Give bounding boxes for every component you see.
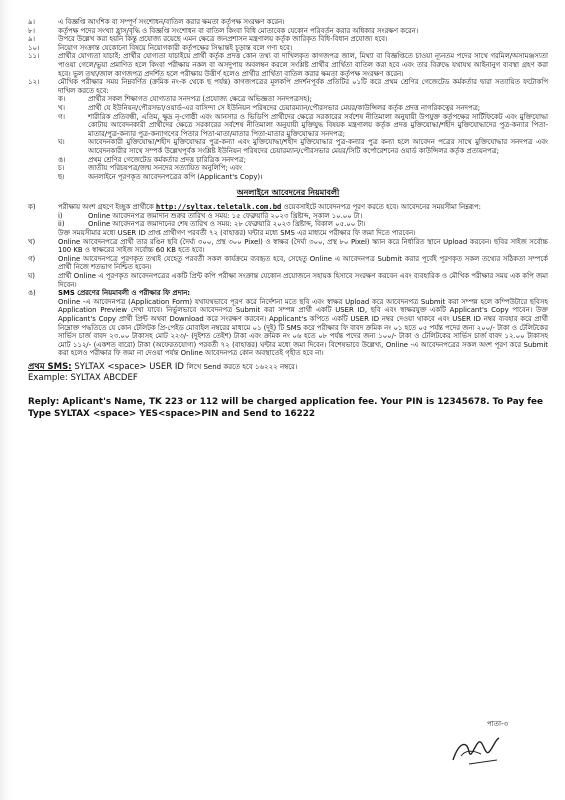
sublist-item	[58, 104, 548, 113]
rule-number: খ)	[28, 237, 36, 246]
section-heading: অনলাইনে আবেদনের নিয়মাবলী	[236, 188, 340, 198]
rule-e-body	[28, 298, 548, 358]
list-item	[28, 52, 548, 78]
sms-rules-title: SMS প্রেরণের নিয়মাবলী ও পরীক্ষার ফি প্রদান:	[58, 289, 191, 298]
item-text: কর্তৃপক্ষ পদের সংখ্যা হ্রাস/বৃদ্ধি ও বিজ্ঞপ্তি সংশোধন বা বাতিল কিংবা বিধি মোতাবেক যেকোন পরিবর্তন করার অধিকার সংরক্ষণ করেন।	[58, 26, 419, 35]
rule-a	[28, 203, 548, 212]
rule-text	[58, 203, 548, 212]
sub-text: Online আবেদনপত্র জমাদানের শেষ তারিখ ও সময়: ২৮ ফেব্রুয়ারি ২০২৩ খ্রিষ্টাব্দ, বিকাল ০৫.০০ টা।	[88, 220, 366, 229]
list-item	[28, 35, 548, 44]
sublist-item	[58, 156, 548, 165]
item-text: উপরে উল্লেখ করা হয়নি কিন্তু প্রযোজ্য রয়েছে এমন ক্ষেত্রে জনপ্রশাসন মন্ত্রণালয় কর্তৃক জারিকৃত বিধি-বিধান প্রযোজ্য হবে।	[58, 35, 388, 44]
sublist-item	[58, 138, 548, 155]
rule-text: প্রার্থী Online এ পূরণকৃত আবেদনপত্রের একটি প্রিন্ট কপি পরীক্ষা সংক্রান্ত যেকোন প্রয়োজনে সহায়ক হিসাবে সংরক্ষণ করবেন এবং ব্যবহারিক ও মৌখিক পরীক্ষার সময় এক কপি জমা দিবেন।	[58, 272, 548, 289]
sms-format: SYLTAX <space> USER ID	[74, 361, 184, 372]
sub-text: প্রার্থীর সকল শিক্ষাগত যোগ্যতার সনদপত্র (প্রযোজ্য ক্ষেত্রে অভিজ্ঞতা সনদপত্রসহ);	[88, 95, 312, 104]
sub-text: অনলাইনে পূরণকৃত আবেদনপত্রের কপি (Applicant's Copy)।	[88, 172, 263, 181]
rule-e-title	[58, 289, 548, 298]
item-number: ৯।	[28, 35, 35, 44]
top-list	[28, 18, 548, 95]
sublist-item	[58, 164, 548, 173]
sms-rules-text: Online -এ আবেদনপত্র (Application Form) যথাযথভাবে পূরণ করে নির্দেশনা মতে ছবি এবং স্বাক্ষর Upload করে আবেদনপত্র Submit করা সম্পন্ন হলে কম্পিউটারে ছবিসহ Application Preview দেখা যাবে। নির্ভুলভাবে আবেদনপত্র Submit করা সম্পন্ন প্রার্থী একটি USER ID, ছবি এবং স্বাক্ষরযুক্ত একটি Applicant's Copy পাবেন। উক্ত Applicant's Copy প্রার্থী প্রিন্ট অথবা Download করে সংরক্ষণ করবেন। Applicant's কপিতে একটি USER ID নম্বর দেওয়া থাকবে এবং USER ID নম্বর ব্যবহার করে প্রার্থী নিম্নোক্ত পদ্ধতিতে যে কোন টেলিটক প্রি-পেইড মোবাইল নম্বরের মাধ্যমে ০১ (দুই) টি SMS করে পরীক্ষার ফি বাবদ ক্রমিক নং ০১ হতে ০৫ পর্যন্ত পদের জন্য ২০০/- টাকা ও টেলিটকের সার্ভিস চার্জ বাবদ ২৩.০০ টাকাসহ মোট ২২৩/- (দুইশত তেইশ) টাকা এবং ক্রমিক নং ০৬ হতে ০৮ পর্যন্ত পদের জন্য ১০০/- টাকা ও টেলিটকের সার্ভিস চার্জ বাবদ ১২.০০ টাকাসহ মোট ১১২/- (একশত বারো) টাকা (অফেরতযোগ্য) পরবর্তী ৭২ (বাহাত্তর) ঘন্টার মধ্যে জমা দিবেন। বিশেষভাবে উল্লেখ্য, Online -এ আবেদনপত্রের সকল অংশ পূরণ করে Submit করা হলেও পরীক্ষার ফি জমা না দেওয়া পর্যন্ত Online আবেদনপত্র কোন অবস্থাতেই গৃহীত হবে না।	[58, 297, 548, 358]
rule-number: ঘ)	[28, 272, 35, 281]
item-text: নিয়োগ সংক্রান্ত যেকোনো বিষয়ে নিয়োগকারী কর্তৃপক্ষের সিদ্ধান্তই চূড়ান্ত বলে গণ্য হবে।	[58, 43, 293, 52]
sub-text: শারীরিক প্রতিবন্ধী, এতিম, ক্ষুদ্র নৃ-গোষ্ঠী এবং আনসার ও ভিডিপি প্রার্থীদের ক্ষেত্রে সরকারের সর্বশেষ নীতিমালা অনুযায়ী উপযুক্ত কর্তৃপক্ষের সার্টিফিকেট এবং মুক্তিযোদ্ধা কোটায় আবেদনকারী প্রার্থীদের ক্ষেত্রে সরকারের সর্বশেষ নীতিমালা অনুযায়ী মুক্তিযুদ্ধ বিষয়ক মন্ত্রণালয় কর্তৃক প্রদত্ত মুক্তিযোদ্ধা/শহীদ মুক্তিযোদ্ধাদের পুত্র-কন্যার পিতা-মাতার/পুত্র-কন্যার পুত্র-কন্যাগণের পিতার পিতা-মাতা/মাতার পিতা-মাতার মুক্তিযোদ্ধার সনদপত্র;	[88, 112, 548, 138]
rule-a-text-1: পরীক্ষায় অংশ গ্রহণে ইচ্ছুক প্রার্থীকে	[58, 203, 154, 212]
document-sublist	[28, 95, 548, 181]
deadline-end	[58, 220, 548, 229]
note-text: উক্ত সময়সীমার মধ্যে USER ID প্রাপ্ত প্রার্থীগণ পরবর্তী ৭২ (বাহাত্তর) ঘন্টার মধ্যে SMS এর মাধ্যমে পরীক্ষার ফি জমা দিতে পারবেন।	[58, 229, 416, 238]
sub-text: Online আবেদনপত্র জমাদান শুরুর তারিখ ও সময়: ১৫ ফেব্রুয়ারি ২০২৩ খ্রিষ্টাব্দ, সকাল ১০.০০ টা।	[88, 211, 363, 220]
sub-number: ছ।	[58, 172, 65, 181]
rule-e	[28, 289, 548, 298]
rule-text: Online আবেদনপত্রে পূরণকৃত তথ্যই যেহেতু পরবর্তী সকল কার্যক্রমে ব্যবহৃত হবে, সেহেতু Online এ আবেদনপত্র Submit করার পূর্বেই পূরণকৃত সকল তথ্যের সঠিকতা সম্পর্কে প্রার্থী নিজে শতভাগ নিশ্চিত হবেন।	[58, 254, 548, 272]
online-rules	[28, 203, 548, 358]
first-sms-instruction	[28, 362, 548, 373]
rule-c	[28, 255, 548, 272]
list-item	[28, 18, 548, 27]
sublist-item	[58, 113, 548, 139]
sub-number: খ।	[58, 103, 65, 112]
item-text: প্রার্থীর যোগ্যতা যাচাই: প্রার্থীর যোগ্যতা যাচাইয়ে প্রার্থী কর্তৃক প্রদত্ত কোন তথ্য বা দাখিলকৃত কাগজপত্র জাল, মিথ্যা বা বিজ্ঞপ্তিতে চাওয়া ন্যূনতম পদের সাথে গরমিল/অসামঞ্জস্যতা পাওয়া গেলে/ভুয়া প্রমাণিত হলে কিংবা পরীক্ষায় নকল বা অসদুপায় অবলম্বন করলে সংশ্লিষ্ট প্রার্থীর প্রার্থিতা বাতিল করা হবে এবং তার বিরুদ্ধে যথাযথ আইনানুগ ব্যবস্থা গ্রহণ করা হবে। ভুল তথ্য/জাল কাগজপত্র প্রদর্শিত হলে পরীক্ষায় উত্তীর্ণ হলেও প্রার্থীর প্রার্থিতা বাতিল করার ক্ষমতা কর্তৃপক্ষ সংরক্ষণ করেন।	[58, 52, 548, 78]
sub-text: জাতীয় পরিচয়পত্র/জন্ম সনদের সত্যায়িত অনুলিপি; এবং	[88, 164, 242, 173]
item-number: ৯।	[28, 18, 35, 26]
item-number: ৮।	[28, 26, 35, 35]
rule-number: গ)	[28, 254, 36, 263]
sub-number: চ।	[58, 164, 65, 173]
sms-send-note: লিখে Send করতে হবে ১৬২২২ নম্বরে।	[186, 362, 298, 371]
rule-a-text-2: ওয়েবসাইটে আবেদনপত্র পূরণ করতে হবে। আবেদনের সময়সীমা নিম্নরূপ:	[283, 203, 481, 212]
sub-number: ক।	[58, 95, 66, 104]
rule-d	[28, 272, 548, 289]
sub-number: ঙ।	[58, 155, 66, 164]
document-content	[28, 18, 548, 420]
sub-number: গ।	[58, 112, 65, 121]
page-number: পাতা-৩	[487, 720, 509, 728]
fee-deadline-note	[28, 229, 548, 238]
item-number: ১০।	[28, 43, 40, 52]
sms-reply-text: Reply: Aplicant's Name, TK 223 or 112 will be charged application fee. Your PIN is 12345678. To Pay fee Type SYLTAX <space> YES<space>PIN and Send to 16222	[28, 396, 543, 419]
item-number: ১২।	[28, 78, 40, 87]
signature-image	[445, 730, 505, 770]
rule-number: ক)	[28, 203, 36, 212]
sub-text: প্রথম শ্রেণির গেজেটেড কর্মকর্তার প্রদত্ত চারিত্রিক সনদপত্র;	[88, 155, 246, 164]
item-text: মৌখিক পরীক্ষার সময় নিম্নবর্ণিত (ক্রমিক নং-ক থেকে ছ পর্যন্ত) কাগজপত্রের মূলকপি প্রদর্শনপূর্বক প্রতিটির ০১টি করে প্রথম শ্রেণির গেজেটেড কর্মকর্তার দ্বারা সত্যায়িত ফটোকপি দাখিল করতে হবে:	[58, 78, 548, 95]
sublist-item	[58, 95, 548, 104]
list-item	[28, 78, 548, 95]
rule-b	[28, 238, 548, 255]
application-website-link[interactable]: http://syltax.teletalk.com.bd	[155, 202, 282, 212]
first-sms-label: প্রথম SMS:	[28, 361, 72, 372]
rule-text: Online আবেদনপত্রে প্রার্থী তার রঙিন ছবি (দৈর্ঘ্য ৩০০, প্রস্থ ৩০০ Pixel) ও স্বাক্ষর (দৈর্ঘ্য ৩০০, প্রস্থ ৮০ Pixel) স্ক্যান করে নির্ধারিত স্থানে Upload করবেন। ছবির সাইজ সর্বোচ্চ 100 KB ও স্বাক্ষরের সাইজ সর্বোচ্চ 60 KB হতে হবে।	[58, 237, 548, 255]
rule-number: ঙ)	[28, 289, 36, 298]
sub-text: প্রার্থী যে ইউনিয়ন/পৌরসভা/ওয়ার্ড-এর বাসিন্দা সে ইউনিয়ন পরিষদের চেয়ারম্যান/পৌরসভার মেয়র/কাউন্সিলর কর্তৃক প্রদত্ত নাগরিকত্বের সনদপত্র;	[88, 103, 481, 112]
sublist-item	[58, 173, 548, 182]
item-text: এ বিজ্ঞপ্তি আংশিক বা সম্পূর্ণ সংশোধন/বাতিল করার ক্ষমতা কর্তৃপক্ষ সংরক্ষণ করেন।	[58, 18, 285, 26]
sub-number: i)	[58, 211, 63, 220]
list-item	[28, 27, 548, 36]
sms-example: Example: SYLTAX ABCDEF	[28, 372, 138, 383]
item-number: ১১।	[28, 52, 40, 61]
sub-text: আবেদনকারী মুক্তিযোদ্ধা/শহীদ মুক্তিযোদ্ধার পুত্র-কন্যা এবং মুক্তিযোদ্ধা/শহীদ মুক্তিযোদ্ধার পুত্র-কন্যার পুত্র কন্যা হলে আবেদন পত্রের সাথে মুক্তিযোদ্ধার সনদপত্র এবং আবেদনকারীর সাথে সম্পর্ক উল্লেখপূর্বক সংশ্লিষ্ট ইউনিয়ন পরিষদের চেয়ারম্যান/পৌরসভার মেয়র/সিটি কর্পোরেশনের ওয়ার্ড কাউন্সিলর কর্তৃক প্রত্যয়নপত্র;	[88, 138, 548, 155]
sub-number: ii)	[58, 220, 65, 229]
sub-number: ঘ।	[58, 138, 65, 147]
